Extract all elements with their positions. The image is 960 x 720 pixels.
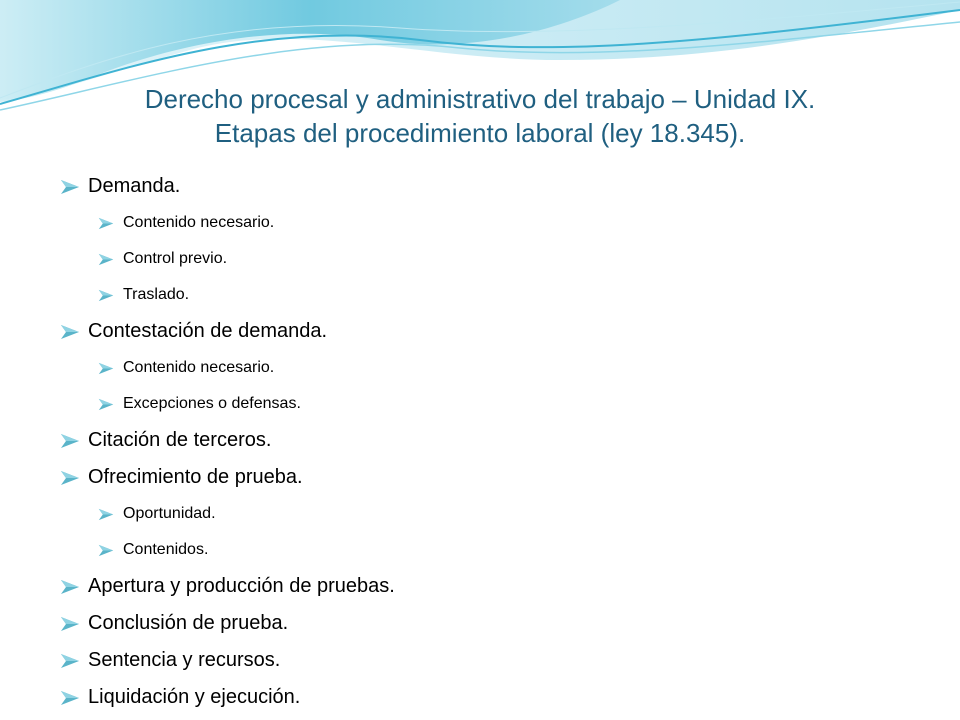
list-item	[60, 568, 940, 605]
arrowhead-bullet-icon	[98, 253, 114, 266]
list-item-text: Traslado.	[123, 286, 190, 303]
list-item	[60, 679, 940, 716]
arrowhead-bullet-icon	[60, 324, 80, 340]
list-item-text: Sentencia y recursos.	[88, 649, 281, 671]
arrowhead-bullet-icon	[60, 179, 80, 195]
list-item	[60, 422, 940, 459]
list-item	[60, 605, 940, 642]
sub-list-item	[60, 277, 940, 313]
sub-list-item	[60, 350, 940, 386]
list-item-text: Contenidos.	[123, 541, 209, 558]
sub-list-item	[60, 532, 940, 568]
slide-title	[0, 82, 960, 150]
arrowhead-bullet-icon	[60, 433, 80, 449]
list-item	[60, 642, 940, 679]
list-item	[60, 168, 940, 205]
arrowhead-bullet-icon	[98, 544, 114, 557]
list-item-text: Contenido necesario.	[123, 214, 275, 231]
list-item-text: Excepciones o defensas.	[123, 395, 301, 412]
sub-list-item	[60, 241, 940, 277]
arrowhead-bullet-icon	[60, 616, 80, 632]
list-item-text: Oportunidad.	[123, 505, 216, 522]
slide-title-line-1: Derecho procesal y administrativo del trabajo – Unidad IX.	[144, 84, 816, 114]
bullet-list	[60, 168, 940, 716]
arrowhead-bullet-icon	[98, 398, 114, 411]
list-item-text: Citación de terceros.	[88, 429, 272, 451]
slide-title-line-2: Etapas del procedimiento laboral (ley 18.345).	[214, 118, 746, 148]
sub-list-item	[60, 496, 940, 532]
list-item-text: Ofrecimiento de prueba.	[88, 466, 303, 488]
sub-list-item	[60, 205, 940, 241]
list-item-text: Apertura y producción de pruebas.	[88, 575, 395, 597]
arrowhead-bullet-icon	[98, 217, 114, 230]
list-item-text: Control previo.	[123, 250, 228, 267]
list-item-text: Contestación de demanda.	[88, 320, 328, 342]
arrowhead-bullet-icon	[98, 289, 114, 302]
arrowhead-bullet-icon	[60, 690, 80, 706]
list-item-text: Liquidación y ejecución.	[88, 686, 301, 708]
arrowhead-bullet-icon	[98, 508, 114, 521]
list-item-text: Demanda.	[88, 175, 181, 197]
list-item-text: Conclusión de prueba.	[88, 612, 289, 634]
list-item	[60, 459, 940, 496]
list-item-text: Contenido necesario.	[123, 359, 275, 376]
arrowhead-bullet-icon	[60, 579, 80, 595]
arrowhead-bullet-icon	[60, 470, 80, 486]
arrowhead-bullet-icon	[98, 362, 114, 375]
list-item	[60, 313, 940, 350]
sub-list-item	[60, 386, 940, 422]
arrowhead-bullet-icon	[60, 653, 80, 669]
